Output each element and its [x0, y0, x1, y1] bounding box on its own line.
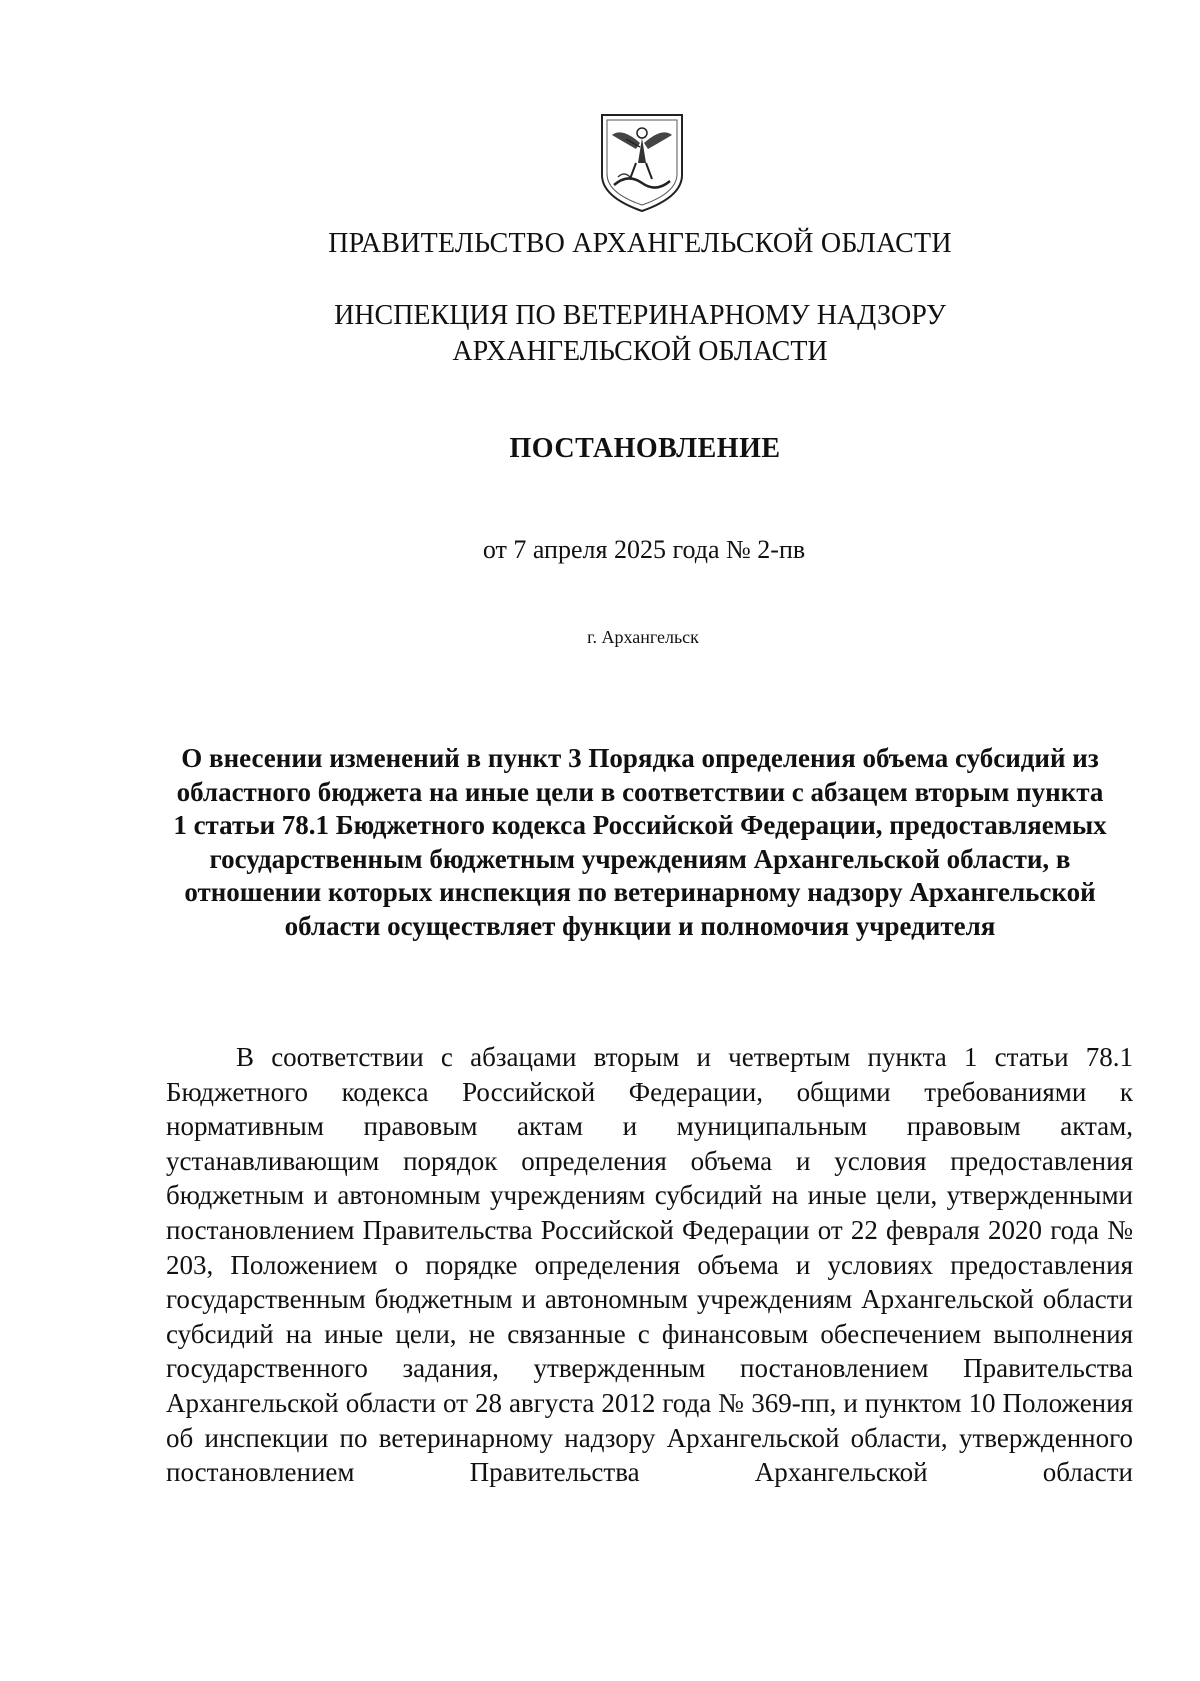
- document-type: ПОСТАНОВЛЕНИЕ: [509, 433, 781, 464]
- document-city: г. Архангельск: [587, 627, 699, 647]
- inspection-name: [40, 298, 1200, 370]
- document-title: О внесении изменений в пункт 3 Порядка определения объема субсидий из областного бюджета на иные цели в соответствии с абзацем вторым пункта 1 статьи 78.1 Бюджетного кодекса Российской Федерации, предоставляемых государственным бюджетным учреждениям Архангельской области, в отношении которых инспекция по ветеринарному надзору Архангельской области осуществляет функции и полномочия учредителя: [173, 743, 1107, 941]
- document-date-number: от 7 апреля 2025 года № 2-пв: [482, 535, 806, 564]
- inspection-name-line1: ИНСПЕКЦИЯ ПО ВЕТЕРИНАРНОМУ НАДЗОРУ: [334, 300, 946, 331]
- coat-of-arms-icon: [600, 113, 684, 213]
- government-name: ПРАВИТЕЛЬСТВО АРХАНГЕЛЬСКОЙ ОБЛАСТИ: [328, 228, 952, 259]
- inspection-name-line2: АРХАНГЕЛЬСКОЙ ОБЛАСТИ: [452, 336, 828, 367]
- body-text: В соответствии с абзацами вторым и четвертым пункта 1 статьи 78.1 Бюджетного кодекса Российской Федерации, общими требованиями к нормативным правовым актам и муниципальным правовым актам, устанавливающим порядок определения объема и условия предоставления бюджетным и автономным учреждениям субсидий на иные цели, утвержденными постановлением Правительства Российской Федерации от 22 февраля 2020 года № 203, Положением о порядке определения объема и условиях предоставления государственным бюджетным и автономным учреждениям Архангельской области субсидий на иные цели, не связанные с финансовым обеспечением выполнения государственного задания, утвержденным постановлением Правительства Архангельской области от 28 августа 2012 года № 369-пп, и пунктом 10 Положения об инспекции по ветеринарному надзору Архангельской области, утвержденного постановлением Правительства Архангельской области: [166, 1042, 1133, 1488]
- document-body-paragraph: [166, 1040, 1133, 1524]
